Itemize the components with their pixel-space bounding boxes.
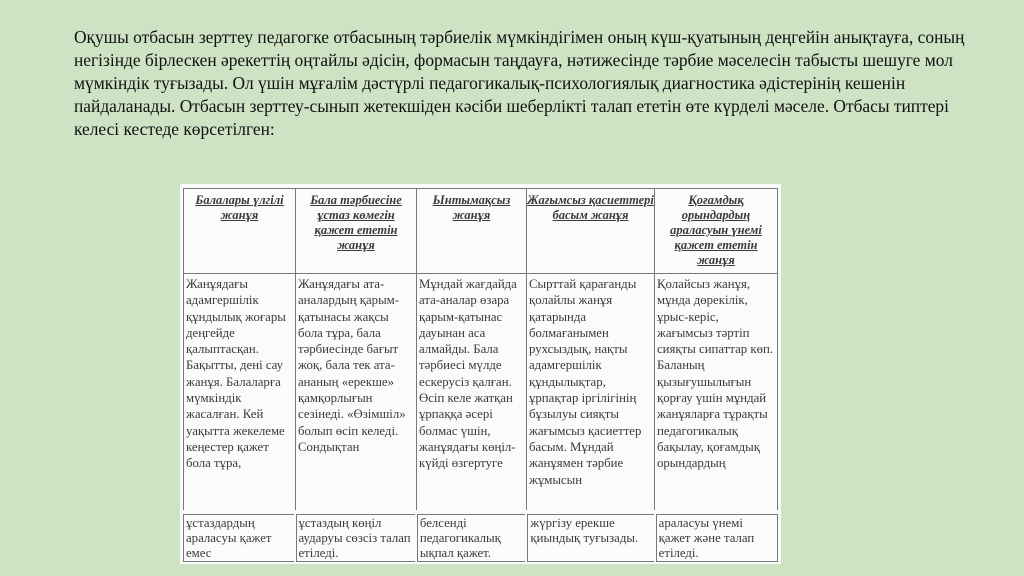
table-header-cell: Жағымсыз қасиеттері басым жанұя xyxy=(526,188,654,274)
table-header-cell: Бала тәрбиесіне ұстаз көмегін қажет ететін жанұя xyxy=(295,188,416,274)
table-header-row xyxy=(183,188,778,274)
table-footer-cell: ұстаздардың араласуы қажет емес xyxy=(183,514,294,562)
table-cell: Жанұядағы ата-аналардың қарым-қатынасы жақсы бола тұра, бала тәрбиесінде бағыт жоқ, бала тек ата-ананың «ерекше» қамқорлығын сезінеді. «Өзімшіл» болып өсіп келеді. Сондықтан xyxy=(295,274,416,510)
slide-paragraph: Оқушы отбасын зерттеу педагогке отбасының тәрбиелік мүмкіндігімен оның күш-қуатының деңгейін анықтауға, соның негізінде бірлескен әрекеттің оңтайлы әдісін, формасын таңдауға, нәтижесінде тәрбие мәселесін табысты шешуге мол мүмкіндік туғызады. Ол үшін мұғалім дәстүрлі педагогикалық-психологиялық диагностика әдістерінің кешенін пайдаланады. Отбасын зерттеу-сынып жетекшіден кәсіби шеберлікті талап ететін өте күрделі мәселе. Отбасы типтері келесі кестеде көрсетілген: xyxy=(74,27,965,139)
table-cell: Қолайсыз жанұя, мұнда дөрекілік, ұрыс-керіс, жағымсыз тәртіп сияқты сипаттар көп. Баланың қызығушылығын қорғау үшін мұндай жанұяларға тұрақты педагогикалық бақылау, қоғамдық орындардың xyxy=(654,274,778,510)
table-footer-row xyxy=(183,514,778,562)
table-header-cell: Ынтымақсыз жанұя xyxy=(416,188,526,274)
table-cell: Мұндай жағдайда ата-аналар өзара қарым-қатынас дауынан аса алмайды. Бала тәрбиесі мүлде ескерусіз қалған. Өсіп келе жатқан ұрпаққа әсері болмас үшін, жанұядағы көңіл-күйді өзгертуге xyxy=(416,274,526,510)
table-footer-cell: белсенді педагогикалық ықпал қажет. xyxy=(417,514,526,562)
table-footer-cell: араласуы үнемі қажет және талап етіледі. xyxy=(656,514,778,562)
table-footer-cell: жүргізу ерекше қиындық туғызады. xyxy=(527,514,653,562)
table-body-row xyxy=(183,274,778,510)
table-header-cell: Балалары үлгілі жанұя xyxy=(183,188,295,274)
table-cell: Жанұядағы адамгершілік құндылық жоғары деңгейде қалыптасқан. Бақытты, дені сау жанұя. Балаларға мүмкіндік жасалған. Кей уақытта жекелеме кеңестер қажет бола тұра, xyxy=(183,274,295,510)
table-cell: Сырттай қарағанды қолайлы жанұя қатарында болмағанымен рухсыздық, нақты адамгершілік құндылықтар, ұрпақтар іргілігінің бұзылуы сияқты жағымсыз қасиеттер басым. Мұндай жанұямен тәрбие жұмысын xyxy=(526,274,654,510)
table-header-cell: Қоғамдық орындардың араласуын үнемі қажет ететін жанұя xyxy=(654,188,778,274)
table-footer-cell: ұстаздың көңіл аударуы сөзсіз талап етіледі. xyxy=(296,514,415,562)
family-types-table xyxy=(180,184,781,564)
